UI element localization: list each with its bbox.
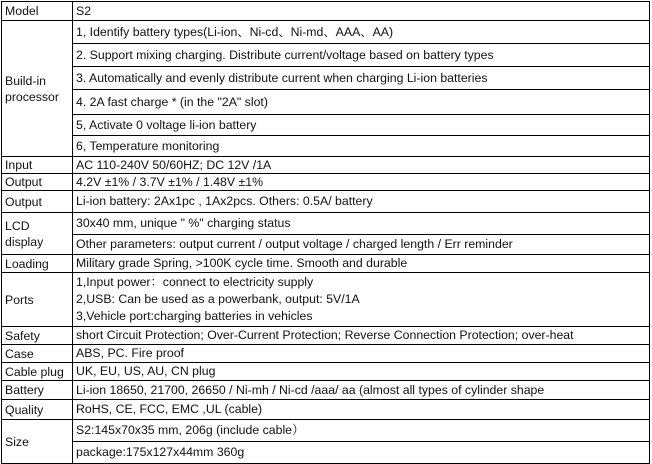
- value-output-voltage: 4.2V ±1% / 3.7V ±1% / 1.48V ±1%: [73, 174, 650, 191]
- label-cable-plug: Cable plug: [2, 363, 73, 381]
- label-size: Size: [2, 420, 73, 464]
- value-battery: Li-ion 18650, 21700, 26650 / Ni-mh / Ni-cd /aaa/ aa (almost all types of cylinder shape: [73, 381, 650, 400]
- size-item: package:175x127x44mm 360g: [73, 442, 650, 464]
- value-model: S2: [73, 2, 650, 21]
- ports-line: 1,Input power：connect to electricity supply: [76, 275, 314, 289]
- label-lcd: LCD display: [2, 213, 73, 255]
- label-ports: Ports: [2, 273, 73, 327]
- label-model: Model: [2, 2, 73, 21]
- row-input: [2, 157, 650, 174]
- processor-item: 2. Support mixing charging. Distribute current/voltage based on battery types: [73, 44, 650, 67]
- row-output-voltage: [2, 174, 650, 191]
- row-loading: [2, 255, 650, 273]
- ports-line: 2,USB: Can be used as a powerbank, output: 5V/1A: [76, 292, 360, 306]
- processor-item: 3. Automatically and evenly distribute current when charging Li-ion batteries: [73, 67, 650, 90]
- label-safety: Safety: [2, 327, 73, 345]
- row-model: [2, 2, 650, 21]
- label-output-voltage: Output: [2, 174, 73, 191]
- value-cable-plug: UK, EU, US, AU, CN plug: [73, 363, 650, 381]
- ports-line: 3,Vehicle port:charging batteries in vehicles: [76, 309, 313, 323]
- row-ports: [2, 273, 650, 327]
- row-cable-plug: [2, 363, 650, 381]
- processor-item: 4. 2A fast charge * (in the "2A" slot): [73, 90, 650, 115]
- row-processor: [2, 44, 650, 67]
- row-lcd: [2, 235, 650, 255]
- row-safety: [2, 327, 650, 345]
- row-battery: [2, 381, 650, 400]
- row-processor: [2, 21, 650, 44]
- label-case: Case: [2, 345, 73, 363]
- spec-table: [1, 1, 650, 464]
- row-processor: [2, 67, 650, 90]
- row-size: [2, 442, 650, 464]
- label-quality: Quality: [2, 400, 73, 420]
- processor-item: 5, Activate 0 voltage li-ion battery: [73, 115, 650, 136]
- value-ports: [73, 273, 650, 327]
- size-item: S2:145x70x35 mm, 206g (include cable）: [73, 420, 650, 442]
- value-case: ABS, PC. Fire proof: [73, 345, 650, 363]
- value-input: AC 110-240V 50/60HZ; DC 12V /1A: [73, 157, 650, 174]
- value-output-current: Li-ion battery: 2Ax1pc , 1Ax2pcs. Others: 0.5A/ battery: [73, 191, 650, 213]
- row-case: [2, 345, 650, 363]
- lcd-item: Other parameters: output current / output voltage / charged length / Err reminder: [73, 235, 650, 255]
- row-processor: [2, 90, 650, 115]
- label-output-current: Output: [2, 191, 73, 213]
- label-battery: Battery: [2, 381, 73, 400]
- value-loading: Military grade Spring, >100K cycle time. Smooth and durable: [73, 255, 650, 273]
- row-output-current: [2, 191, 650, 213]
- processor-item: 6, Temperature monitoring: [73, 136, 650, 157]
- row-processor: [2, 136, 650, 157]
- lcd-item: 30x40 mm, unique " %" charging status: [73, 213, 650, 235]
- label-input: Input: [2, 157, 73, 174]
- row-quality: [2, 400, 650, 420]
- row-lcd: [2, 213, 650, 235]
- processor-item: 1, Identify battery types(Li-ion、Ni-cd、Ni-md、AAA、AA): [73, 21, 650, 44]
- row-processor: [2, 115, 650, 136]
- label-processor: Build-in processor: [2, 21, 73, 157]
- row-size: [2, 420, 650, 442]
- value-safety: short Circuit Protection; Over-Current Protection; Reverse Connection Protection; over-heat: [73, 327, 650, 345]
- value-quality: RoHS, CE, FCC, EMC ,UL (cable): [73, 400, 650, 420]
- label-loading: Loading: [2, 255, 73, 273]
